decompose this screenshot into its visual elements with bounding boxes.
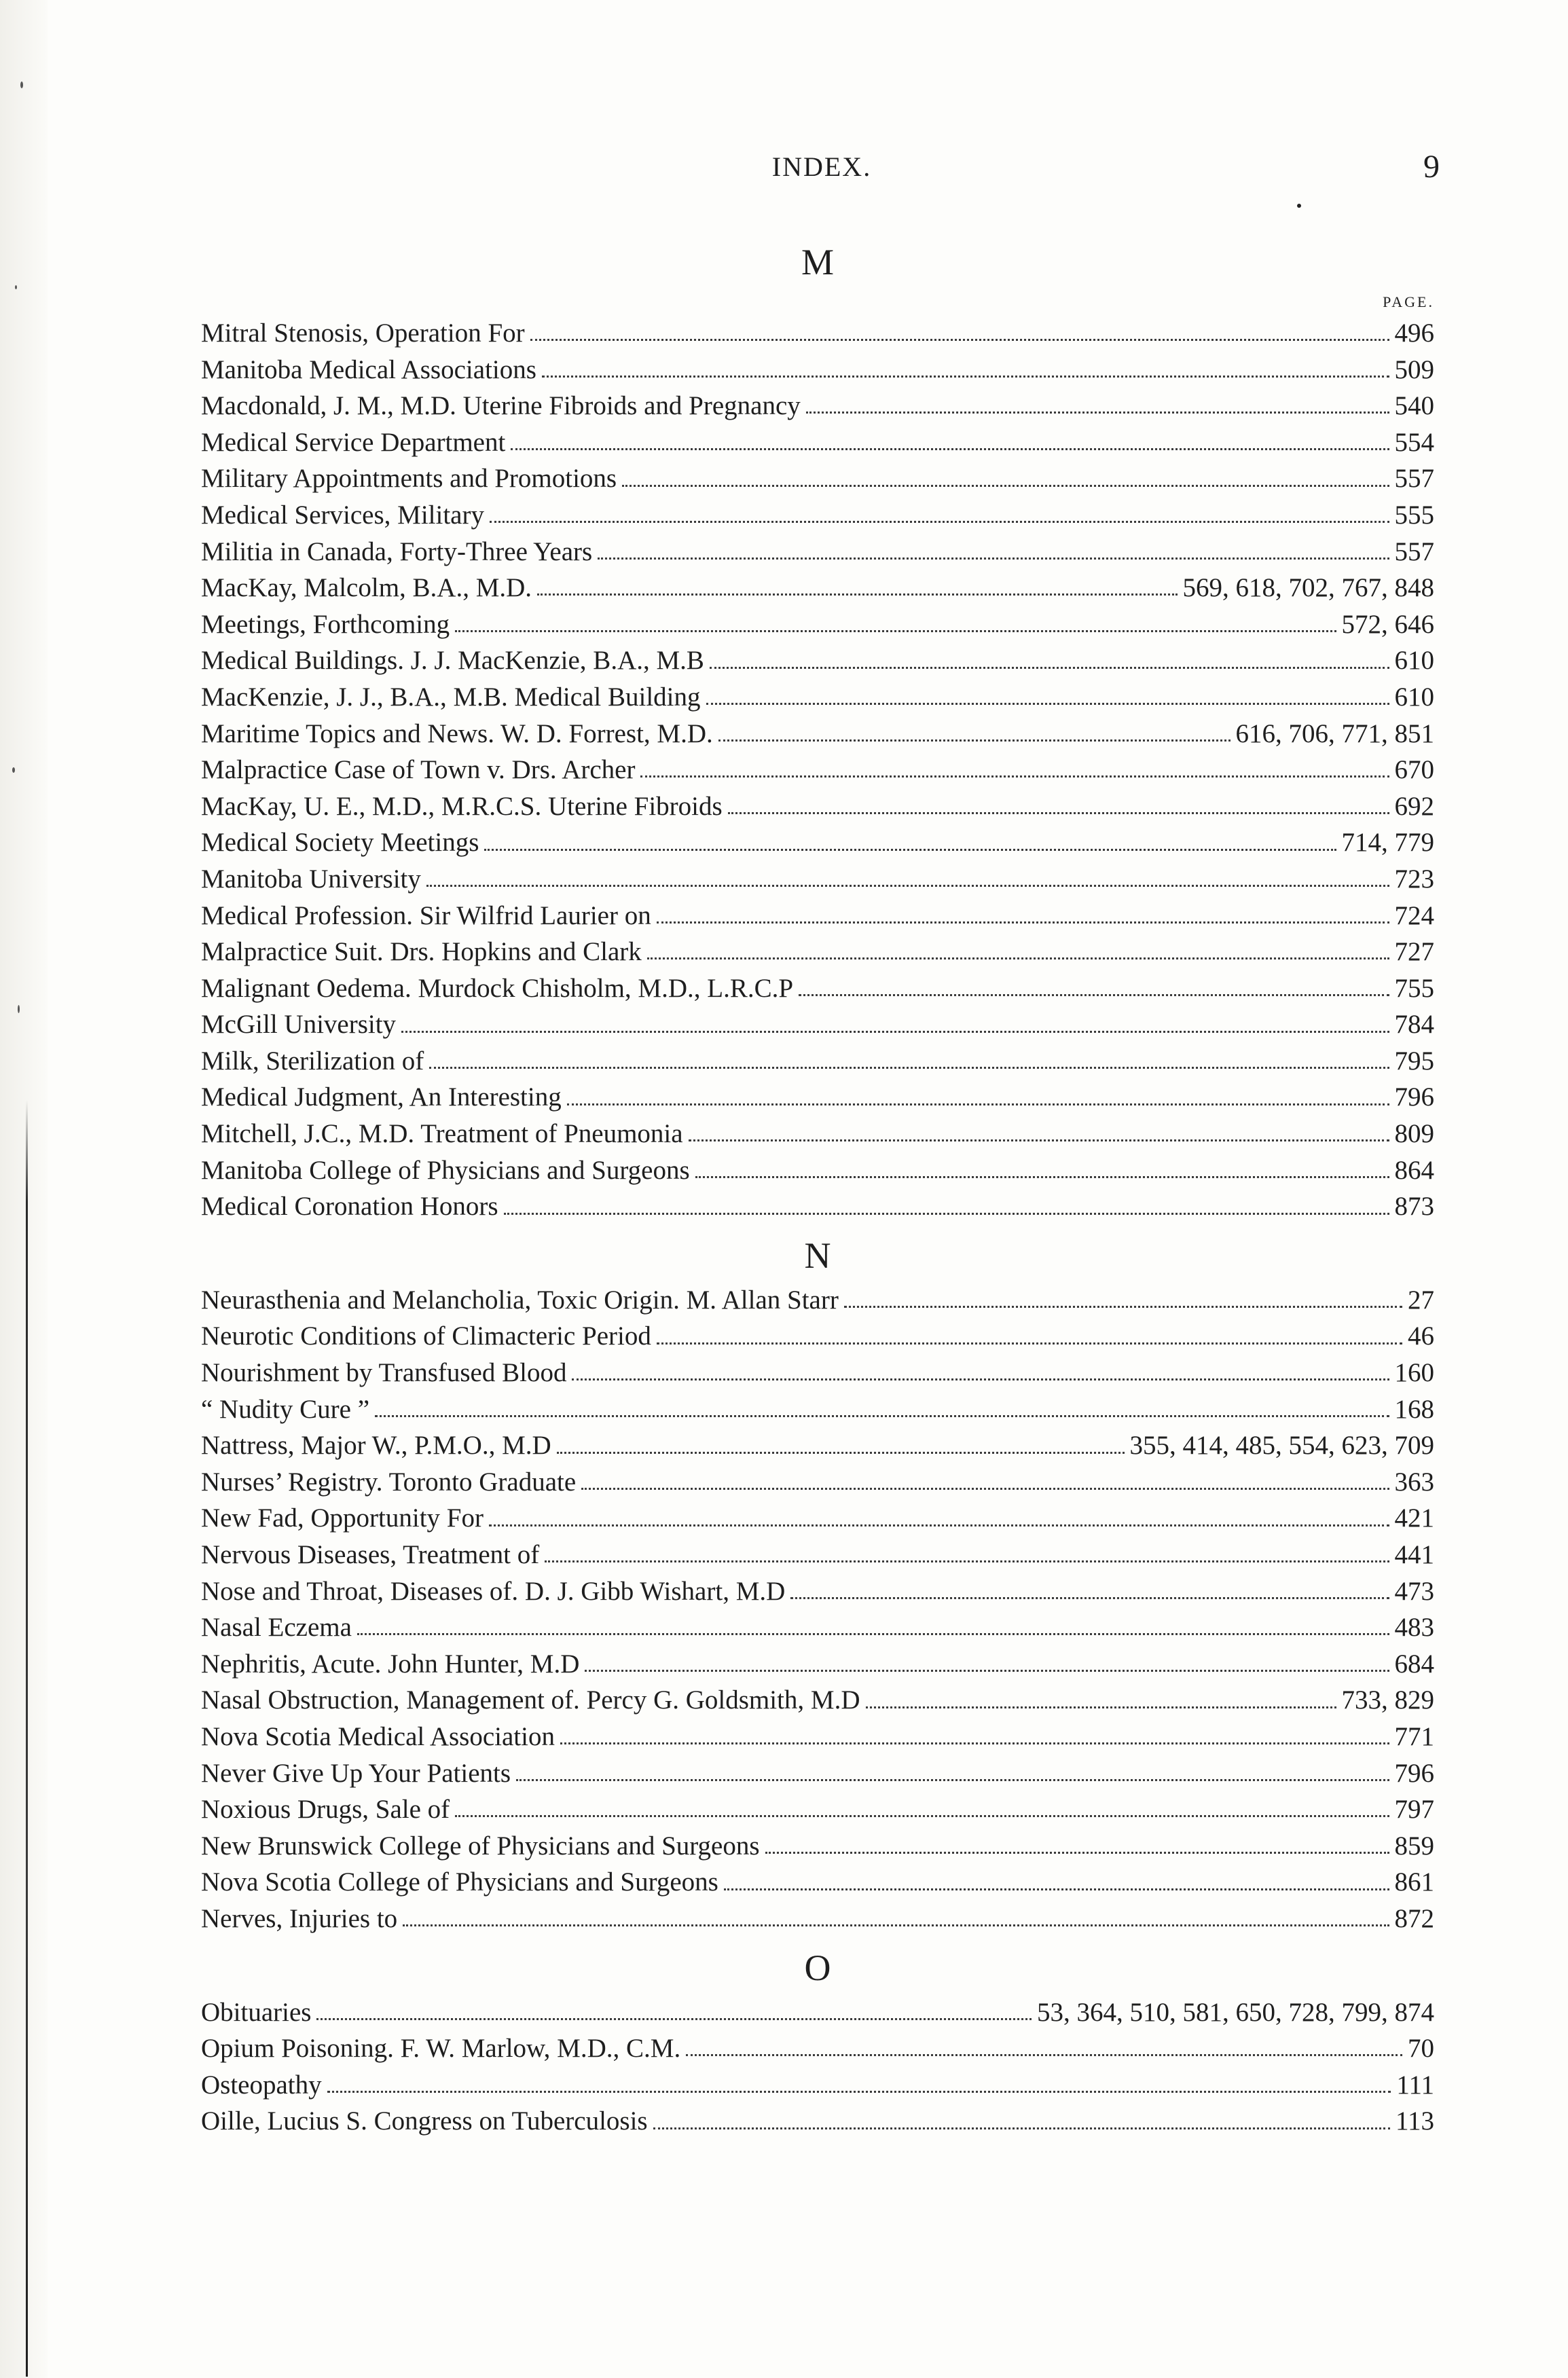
index-entry xyxy=(201,1079,1434,1116)
entry-term: Neurasthenia and Melancholia, Toxic Origin. M. Allan Starr xyxy=(201,1285,839,1315)
entry-pages: 355, 414, 485, 554, 623, 709 xyxy=(1129,1431,1434,1461)
entry-term: McGill University xyxy=(201,1010,397,1040)
entry-pages: 692 xyxy=(1394,791,1434,821)
dot-leader xyxy=(790,1597,1389,1599)
entry-term: Nose and Throat, Diseases of. D. J. Gibb Wishart, M.D xyxy=(201,1576,786,1606)
entry-pages: 53, 364, 510, 581, 650, 728, 799, 874 xyxy=(1037,1997,1434,2027)
index-entry xyxy=(201,1755,1434,1792)
entry-pages: 861 xyxy=(1394,1867,1434,1897)
entry-term: Manitoba Medical Associations xyxy=(201,354,536,384)
index-entry xyxy=(201,570,1434,606)
entry-pages: 859 xyxy=(1394,1831,1434,1861)
entry-term: Malignant Oedema. Murdock Chisholm, M.D., L.R.C.P xyxy=(201,973,794,1003)
entry-term: Opium Poisoning. F. W. Marlow, M.D., C.M. xyxy=(201,2034,681,2064)
dot-leader xyxy=(511,448,1389,450)
index-entry xyxy=(201,1318,1434,1355)
dot-leader xyxy=(598,557,1389,560)
entry-pages: 113 xyxy=(1395,2106,1434,2136)
dot-leader xyxy=(490,521,1389,523)
entry-pages: 569, 618, 702, 767, 848 xyxy=(1182,573,1434,603)
dot-leader xyxy=(572,1378,1389,1380)
index-entry xyxy=(201,898,1434,934)
index-entry xyxy=(201,1994,1434,2031)
dot-leader xyxy=(657,921,1389,923)
entry-pages: 168 xyxy=(1394,1394,1434,1424)
scan-speck xyxy=(15,285,17,289)
entry-term: Macdonald, J. M., M.D. Uterine Fibroids and Pregnancy xyxy=(201,391,801,421)
entry-term: Nova Scotia College of Physicians and Surgeons xyxy=(201,1867,718,1897)
entry-term: Medical Buildings. J. J. MacKenzie, B.A., M.B xyxy=(201,646,704,676)
entry-term: Medical Judgment, An Interesting xyxy=(201,1082,562,1112)
entry-pages: 473 xyxy=(1394,1576,1434,1606)
index-entry xyxy=(201,1719,1434,1755)
running-head-title: INDEX. xyxy=(771,151,872,182)
entry-pages: 610 xyxy=(1394,682,1434,712)
index-entry xyxy=(201,1609,1434,1646)
entry-pages: 70 xyxy=(1408,2034,1434,2064)
entry-pages: 46 xyxy=(1408,1321,1434,1351)
entry-pages: 610 xyxy=(1394,646,1434,676)
entry-term: New Fad, Opportunity For xyxy=(201,1503,484,1533)
entry-term: Noxious Drugs, Sale of xyxy=(201,1795,450,1825)
entry-pages: 872 xyxy=(1394,1903,1434,1933)
entry-term: Mitral Stenosis, Operation For xyxy=(201,318,525,348)
index-body xyxy=(201,231,1434,2140)
dot-leader xyxy=(728,812,1389,814)
entry-term: Nasal Obstruction, Management of. Percy G. Goldsmith, M.D xyxy=(201,1685,860,1715)
entry-pages: 363 xyxy=(1394,1467,1434,1497)
index-entry xyxy=(201,679,1434,716)
section-letter: O xyxy=(804,1947,831,1988)
entry-term: Nattress, Major W., P.M.O., M.D xyxy=(201,1431,551,1461)
entry-pages: 572, 646 xyxy=(1341,609,1434,639)
entry-term: Milk, Sterilization of xyxy=(201,1046,424,1076)
dot-leader xyxy=(504,1213,1389,1215)
dot-leader xyxy=(567,1103,1389,1105)
entry-pages: 555 xyxy=(1394,500,1434,530)
entry-term: Nurses’ Registry. Toronto Graduate xyxy=(201,1467,577,1497)
entry-pages: 864 xyxy=(1394,1155,1434,1185)
entry-term: Nerves, Injuries to xyxy=(201,1903,398,1933)
entry-term: Malpractice Case of Town v. Drs. Archer xyxy=(201,755,636,785)
entry-pages: 684 xyxy=(1394,1649,1434,1679)
entry-pages: 809 xyxy=(1394,1119,1434,1149)
entry-term: Malpractice Suit. Drs. Hopkins and Clark xyxy=(201,937,642,967)
dot-leader xyxy=(640,775,1389,778)
dot-leader xyxy=(653,2127,1390,2129)
entry-term: Neurotic Conditions of Climacteric Period xyxy=(201,1321,651,1351)
index-entry xyxy=(201,2067,1434,2104)
dot-leader xyxy=(695,1176,1389,1178)
index-entry xyxy=(201,1188,1434,1225)
entry-pages: 796 xyxy=(1394,1758,1434,1788)
entry-term: MacKenzie, J. J., B.A., M.B. Medical Building xyxy=(201,682,701,712)
dot-leader xyxy=(489,1524,1389,1526)
dot-leader xyxy=(686,2054,1402,2056)
entry-pages: 733, 829 xyxy=(1341,1685,1434,1715)
index-entry xyxy=(201,1116,1434,1152)
entry-term: Osteopathy xyxy=(201,2070,322,2100)
index-entry xyxy=(201,606,1434,643)
dot-leader xyxy=(426,885,1389,887)
entry-term: Meetings, Forthcoming xyxy=(201,609,450,639)
index-entry xyxy=(201,1427,1434,1464)
entry-term: Military Appointments and Promotions xyxy=(201,464,617,494)
dot-leader xyxy=(375,1415,1389,1417)
running-head xyxy=(204,151,1440,191)
section-letter: N xyxy=(804,1234,831,1276)
index-entry xyxy=(201,1573,1434,1610)
entry-term: Never Give Up Your Patients xyxy=(201,1758,511,1788)
entry-pages: 873 xyxy=(1394,1192,1434,1222)
dot-leader xyxy=(429,1067,1389,1069)
entry-pages: 509 xyxy=(1394,354,1434,384)
scan-speck xyxy=(20,81,23,88)
index-entry xyxy=(201,1043,1434,1080)
page-number: 9 xyxy=(1423,149,1440,185)
entry-pages: 724 xyxy=(1394,900,1434,930)
index-entry xyxy=(201,2030,1434,2067)
entry-pages: 540 xyxy=(1394,391,1434,421)
dot-leader xyxy=(537,593,1177,596)
entry-term: Nourishment by Transfused Blood xyxy=(201,1358,567,1388)
dot-leader xyxy=(689,1139,1389,1141)
index-entry xyxy=(201,1828,1434,1865)
scan-speck xyxy=(18,1005,20,1013)
entry-term: Medical Service Department xyxy=(201,427,506,457)
entry-term: Nephritis, Acute. John Hunter, M.D xyxy=(201,1649,580,1679)
index-entry xyxy=(201,1152,1434,1189)
index-entry xyxy=(201,497,1434,534)
index-entry xyxy=(201,1355,1434,1391)
dot-leader xyxy=(401,1031,1389,1033)
dot-leader xyxy=(455,630,1336,632)
index-entry xyxy=(201,460,1434,497)
entry-pages: 771 xyxy=(1394,1721,1434,1751)
section-letter: M xyxy=(801,242,834,282)
dot-leader xyxy=(530,339,1389,341)
entry-term: Maritime Topics and News. W. D. Forrest, M.D. xyxy=(201,718,713,748)
index-entry xyxy=(201,388,1434,424)
entry-term: MacKay, U. E., M.D., M.R.C.S. Uterine Fibroids xyxy=(201,791,723,821)
index-entry xyxy=(201,1282,1434,1319)
dot-leader xyxy=(799,994,1389,996)
entry-pages: 421 xyxy=(1394,1503,1434,1533)
dot-leader xyxy=(403,1924,1389,1926)
entry-term: Nova Scotia Medical Association xyxy=(201,1721,555,1751)
dot-leader xyxy=(724,1888,1389,1890)
dot-leader xyxy=(581,1488,1389,1490)
entry-term: Militia in Canada, Forty-Three Years xyxy=(201,536,593,566)
index-entry xyxy=(201,824,1434,861)
index-entry xyxy=(201,352,1434,388)
dot-leader xyxy=(765,1852,1389,1854)
entry-term: Oille, Lucius S. Congress on Tuberculosis xyxy=(201,2106,648,2136)
dot-leader xyxy=(706,703,1389,705)
page-column-label: PAGE. xyxy=(1383,293,1434,310)
entry-term: Mitchell, J.C., M.D. Treatment of Pneumonia xyxy=(201,1119,683,1149)
entry-pages: 616, 706, 771, 851 xyxy=(1235,718,1434,748)
dot-leader xyxy=(557,1452,1125,1454)
dot-leader xyxy=(516,1779,1389,1781)
dot-leader xyxy=(585,1670,1389,1672)
entry-pages: 557 xyxy=(1394,464,1434,494)
index-entry xyxy=(201,1646,1434,1683)
dot-leader xyxy=(357,1633,1389,1635)
dot-leader xyxy=(710,667,1389,669)
dot-leader xyxy=(844,1306,1402,1308)
entry-pages: 483 xyxy=(1394,1613,1434,1643)
dot-leader xyxy=(560,1742,1389,1744)
index-entry xyxy=(201,424,1434,461)
entry-pages: 111 xyxy=(1396,2070,1434,2100)
entry-term: Nasal Eczema xyxy=(201,1613,352,1643)
index-entry xyxy=(201,716,1434,752)
index-entry xyxy=(201,1006,1434,1043)
entry-pages: 797 xyxy=(1394,1795,1434,1825)
dot-leader xyxy=(622,485,1389,487)
dot-leader xyxy=(718,739,1230,742)
entry-pages: 27 xyxy=(1408,1285,1434,1315)
dot-leader xyxy=(484,849,1336,851)
index-entry xyxy=(201,534,1434,570)
dot-leader xyxy=(542,376,1389,378)
index-entry xyxy=(201,752,1434,788)
index-entry xyxy=(201,1391,1434,1428)
entry-pages: 557 xyxy=(1394,536,1434,566)
entry-pages: 441 xyxy=(1394,1540,1434,1569)
entry-pages: 496 xyxy=(1394,318,1434,348)
index-entry xyxy=(201,1464,1434,1501)
entry-pages: 670 xyxy=(1394,755,1434,785)
entry-term: Medical Profession. Sir Wilfrid Laurier on xyxy=(201,900,651,930)
entry-term: New Brunswick College of Physicians and Surgeons xyxy=(201,1831,760,1861)
index-entry xyxy=(201,1537,1434,1573)
index-entry xyxy=(201,970,1434,1007)
index-entry xyxy=(201,1500,1434,1537)
dot-leader xyxy=(316,2018,1032,2020)
binding-shadow xyxy=(26,1100,28,2377)
entry-term: Medical Services, Military xyxy=(201,500,484,530)
entry-pages: 554 xyxy=(1394,427,1434,457)
entry-pages: 795 xyxy=(1394,1046,1434,1076)
entry-pages: 160 xyxy=(1394,1358,1434,1388)
entry-term: Manitoba College of Physicians and Surgeons xyxy=(201,1155,690,1185)
entry-term: Medical Coronation Honors xyxy=(201,1192,498,1222)
dot-leader xyxy=(455,1815,1389,1817)
scan-speck xyxy=(12,767,15,773)
index-entry xyxy=(201,642,1434,679)
entry-term: “ Nudity Cure ” xyxy=(201,1394,370,1424)
entry-pages: 784 xyxy=(1394,1010,1434,1040)
entry-pages: 727 xyxy=(1394,937,1434,967)
entry-pages: 796 xyxy=(1394,1082,1434,1112)
entry-term: Manitoba University xyxy=(201,864,421,894)
dot-leader xyxy=(327,2091,1391,2093)
dot-leader xyxy=(647,957,1389,959)
index-entry xyxy=(201,2103,1434,2140)
index-entry xyxy=(201,788,1434,825)
entry-term: Medical Society Meetings xyxy=(201,828,479,858)
entry-pages: 714, 779 xyxy=(1341,828,1434,858)
index-entry xyxy=(201,934,1434,970)
print-dot xyxy=(1297,204,1301,208)
dot-leader xyxy=(806,411,1389,414)
index-entry xyxy=(201,1901,1434,1937)
dot-leader xyxy=(545,1560,1389,1562)
index-entry xyxy=(201,1682,1434,1719)
entry-term: MacKay, Malcolm, B.A., M.D. xyxy=(201,573,532,603)
entry-term: Nervous Diseases, Treatment of xyxy=(201,1540,540,1569)
entry-pages: 723 xyxy=(1394,864,1434,894)
entry-term: Obituaries xyxy=(201,1997,312,2027)
index-entry xyxy=(201,315,1434,352)
scan-margin xyxy=(0,0,48,2378)
dot-leader xyxy=(866,1706,1336,1708)
index-entry xyxy=(201,1864,1434,1901)
index-entry xyxy=(201,1791,1434,1828)
entry-pages: 755 xyxy=(1394,973,1434,1003)
dot-leader xyxy=(657,1342,1402,1345)
index-entry xyxy=(201,861,1434,898)
